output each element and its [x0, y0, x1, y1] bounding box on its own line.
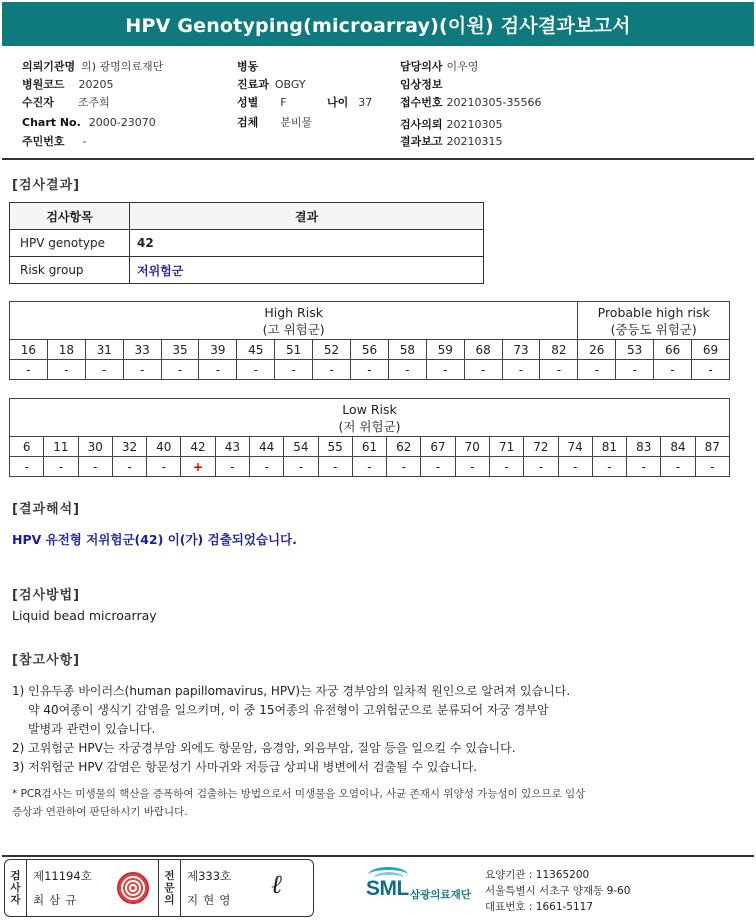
- note-line-1b: 약 40여종이 생식기 감염을 일으키며, 이 중 15여종의 유전형이 고위험군으로 분류되어 자궁 경부암: [28, 703, 549, 717]
- genotype-result-cell: -: [464, 360, 502, 380]
- genotype-type-cell: 55: [318, 437, 352, 457]
- age-label: 나이: [327, 96, 349, 109]
- genotype-type-cell: 51: [275, 340, 313, 360]
- probable-high-risk-title: Probable high risk: [597, 304, 710, 320]
- department-label: 진료과: [237, 78, 269, 91]
- high-risk-result-row: [10, 360, 730, 380]
- resident-no-label: 주민번호: [22, 135, 65, 148]
- examiner-name: 최삼규: [33, 893, 82, 907]
- section-result-title: [검사결과]: [12, 178, 81, 193]
- department-value: OBGY: [274, 78, 306, 91]
- examiner-cell: [27, 860, 159, 916]
- genotype-result-cell: -: [47, 360, 85, 380]
- genotype-result-cell: -: [524, 457, 558, 477]
- low-risk-table: [9, 398, 730, 477]
- report-footer: [0, 855, 756, 923]
- note-line-3: 3) 저위험군 HPV 감염은 항문성기 사마귀와 저등급 상피내 병변에서 검출될 수 있습니다.: [12, 760, 478, 774]
- genotype-result-cell: -: [44, 457, 78, 477]
- genotype-type-cell: 83: [627, 437, 661, 457]
- genotype-result-cell: -: [318, 457, 352, 477]
- specialist-license-no: 제333호: [187, 869, 232, 883]
- genotype-type-cell: 70: [455, 437, 489, 457]
- result-table: [9, 202, 484, 284]
- recipient-field: [22, 94, 110, 110]
- logo-text: SML: [366, 877, 409, 900]
- specialist-label: 전 문 의: [159, 860, 181, 916]
- request-date-field: [400, 116, 503, 132]
- genotype-result-cell: -: [161, 360, 199, 380]
- genotype-result-cell: -: [147, 457, 181, 477]
- genotype-result-cell: -: [249, 457, 283, 477]
- genotype-type-cell: 52: [313, 340, 351, 360]
- age-field: [327, 94, 372, 110]
- examiner-license-no: 제11194호: [33, 869, 92, 883]
- specialist-cell: [181, 860, 313, 916]
- genotype-result-cell: -: [85, 360, 123, 380]
- org-phone: 대표번호 : 1661-5117: [485, 901, 594, 913]
- genotype-type-cell: 62: [387, 437, 421, 457]
- genotype-type-cell: 56: [351, 340, 389, 360]
- genotype-type-cell: 26: [578, 340, 616, 360]
- specimen-field: [237, 114, 312, 130]
- genotype-type-cell: 11: [44, 437, 78, 457]
- recipient-label: 수진자: [22, 96, 54, 109]
- genotype-type-cell: 43: [215, 437, 249, 457]
- department-field: [237, 76, 306, 92]
- sex-value: F: [280, 96, 287, 109]
- resident-no-value: -: [82, 135, 87, 148]
- genotype-type-cell: 6: [10, 437, 44, 457]
- high-risk-header-row: [10, 302, 730, 340]
- hospital-code-field: [22, 76, 114, 92]
- result-value-risk-group: 저위험군: [130, 257, 484, 284]
- genotype-result-cell: -: [695, 457, 729, 477]
- genotype-result-cell: -: [426, 360, 464, 380]
- genotype-result-cell: -: [661, 457, 695, 477]
- accession-no-label: 접수번호: [400, 96, 443, 109]
- genotype-type-cell: 81: [592, 437, 626, 457]
- clinical-info-field: [400, 76, 449, 92]
- resident-no-field: [22, 133, 87, 149]
- accession-no-field: [400, 94, 541, 110]
- section-interpretation-title: [결과해석]: [12, 502, 81, 517]
- genotype-type-cell: 67: [421, 437, 455, 457]
- footnote-line-2: 증상과 연관하여 판단하시기 바랍니다.: [12, 806, 188, 818]
- genotype-result-cell: -: [215, 457, 249, 477]
- table-row: [10, 257, 484, 284]
- age-value: 37: [358, 96, 373, 109]
- sex-label: 성별: [237, 96, 259, 109]
- sml-logo: [366, 865, 481, 909]
- interpretation-text: HPV 유전형 저위험군(42) 이(가) 검출되었습니다.: [12, 532, 297, 547]
- notes-block: [12, 682, 742, 777]
- genotype-result-cell: -: [284, 457, 318, 477]
- genotype-type-cell: 84: [661, 437, 695, 457]
- genotype-type-cell: 58: [388, 340, 426, 360]
- doctor-field: [400, 58, 478, 74]
- section-notes-title: [참고사항]: [12, 653, 81, 668]
- result-value-genotype: 42: [130, 230, 484, 257]
- genotype-result-cell: -: [112, 457, 146, 477]
- genotype-type-cell: 44: [249, 437, 283, 457]
- genotype-result-cell: -: [237, 360, 275, 380]
- genotype-type-cell: 42: [181, 437, 215, 457]
- genotype-type-cell: 54: [284, 437, 318, 457]
- examiner-seal: [117, 872, 149, 904]
- org-address: 서울특별시 서초구 양재동 9-60: [485, 885, 631, 897]
- genotype-result-cell: -: [692, 360, 730, 380]
- doctor-label: 담당의사: [400, 60, 443, 73]
- genotype-type-cell: 82: [540, 340, 578, 360]
- genotype-type-cell: 71: [489, 437, 523, 457]
- note-line-2: 2) 고위험군 HPV는 자궁경부암 외에도 항문암, 음경암, 외음부암, 질암 등을 일으킬 수 있습니다.: [12, 741, 516, 755]
- genotype-type-cell: 72: [524, 437, 558, 457]
- genotype-result-cell: -: [558, 457, 592, 477]
- low-risk-group-header: [10, 399, 730, 437]
- specimen-value: 분비물: [280, 116, 313, 129]
- genotype-type-cell: 30: [78, 437, 112, 457]
- probable-high-risk-subtitle: (중등도 위험군): [610, 321, 697, 337]
- genotype-type-cell: 16: [10, 340, 48, 360]
- result-item-risk-group: Risk group: [10, 257, 130, 284]
- report-date-field: [400, 133, 503, 149]
- result-item-genotype: HPV genotype: [10, 230, 130, 257]
- genotype-result-cell: -: [388, 360, 426, 380]
- genotype-result-cell: -: [578, 360, 616, 380]
- ward-label: 병동: [237, 60, 259, 73]
- doctor-value: 이우영: [446, 60, 479, 73]
- note-line-1c: 발병과 관련이 있습니다.: [28, 722, 156, 736]
- report-date-label: 결과보고: [400, 135, 443, 148]
- genotype-result-cell: -: [540, 360, 578, 380]
- ward-field: [237, 58, 264, 74]
- genotype-type-cell: 68: [464, 340, 502, 360]
- genotype-result-cell: -: [351, 360, 389, 380]
- genotype-result-cell: -: [616, 360, 654, 380]
- genotype-type-cell: 31: [85, 340, 123, 360]
- genotype-result-cell: +: [181, 457, 215, 477]
- low-risk-subtitle: (저 위험군): [338, 418, 401, 434]
- genotype-result-cell: -: [455, 457, 489, 477]
- high-risk-group-header: [10, 302, 578, 340]
- genotype-result-cell: -: [489, 457, 523, 477]
- logo-org-name: 삼광의료재단: [410, 889, 471, 901]
- hospital-code-label: 병원코드: [22, 78, 65, 91]
- org-info: [485, 867, 630, 915]
- method-text: Liquid bead microarray: [12, 608, 157, 623]
- genotype-type-cell: 35: [161, 340, 199, 360]
- genotype-type-cell: 59: [426, 340, 464, 360]
- genotype-type-cell: 39: [199, 340, 237, 360]
- genotype-type-cell: 61: [352, 437, 386, 457]
- note-line-1: 1) 인유두종 바이러스(human papillomavirus, HPV)는 자궁 경부암의 일차적 원인으로 알려져 있습니다.: [12, 684, 571, 698]
- genotype-result-cell: -: [627, 457, 661, 477]
- genotype-result-cell: -: [123, 360, 161, 380]
- institution-field: [22, 58, 163, 74]
- genotype-result-cell: -: [387, 457, 421, 477]
- report-date-value: 20210315: [446, 135, 503, 148]
- specimen-label: 검체: [237, 116, 259, 129]
- genotype-type-cell: 66: [654, 340, 692, 360]
- probable-high-risk-group-header: [578, 302, 730, 340]
- genotype-result-cell: -: [421, 457, 455, 477]
- report-title: HPV Genotyping(microarray)(이원) 검사결과보고서: [2, 2, 754, 46]
- sex-field: [237, 94, 287, 110]
- high-risk-subtitle: (고 위험군): [262, 321, 325, 337]
- chart-no-label: Chart No.: [22, 116, 81, 129]
- section-method-title: [검사방법]: [12, 588, 81, 603]
- genotype-result-cell: -: [275, 360, 313, 380]
- low-risk-type-row: [10, 437, 730, 457]
- genotype-type-cell: 40: [147, 437, 181, 457]
- genotype-type-cell: 87: [695, 437, 729, 457]
- table-row: [10, 230, 484, 257]
- chart-no-value: 2000-23070: [88, 116, 156, 129]
- genotype-result-cell: -: [10, 457, 44, 477]
- chart-no-field: [22, 116, 156, 129]
- specialist-signature: ℓ: [271, 870, 282, 900]
- institution-label: 의뢰기관명: [22, 60, 76, 73]
- genotype-result-cell: -: [10, 360, 48, 380]
- genotype-type-cell: 45: [237, 340, 275, 360]
- genotype-type-cell: 73: [502, 340, 540, 360]
- result-table-header: [10, 203, 484, 230]
- genotype-type-cell: 69: [692, 340, 730, 360]
- examiner-label: 검 사 자: [5, 860, 27, 916]
- genotype-type-cell: 74: [558, 437, 592, 457]
- low-risk-result-row: [10, 457, 730, 477]
- institution-value: 의) 광명의료재단: [81, 60, 164, 73]
- genotype-result-cell: -: [78, 457, 112, 477]
- genotype-type-cell: 33: [123, 340, 161, 360]
- genotype-type-cell: 18: [47, 340, 85, 360]
- header-divider: [2, 158, 754, 160]
- high-risk-title: High Risk: [264, 304, 323, 320]
- accession-no-value: 20210305-35566: [446, 96, 542, 109]
- genotype-result-cell: -: [313, 360, 351, 380]
- org-code: 요양기관 : 11365200: [485, 869, 590, 881]
- genotype-type-cell: 53: [616, 340, 654, 360]
- genotype-result-cell: -: [502, 360, 540, 380]
- footnote-line-1: * PCR검사는 미생물의 핵산을 증폭하여 검출하는 방법으로서 미생물을 오염이나, 사균 존재시 위양성 가능성이 있으므로 임상: [12, 788, 586, 800]
- hospital-code-value: 20205: [78, 78, 114, 91]
- clinical-info-label: 임상정보: [400, 78, 443, 91]
- signature-box: [4, 859, 314, 917]
- high-risk-table: [9, 301, 730, 380]
- low-risk-title: Low Risk: [342, 401, 397, 417]
- genotype-result-cell: -: [654, 360, 692, 380]
- genotype-result-cell: -: [352, 457, 386, 477]
- genotype-result-cell: -: [592, 457, 626, 477]
- recipient-value: 조주희: [77, 96, 110, 109]
- result-header-value: 결과: [130, 203, 484, 230]
- specialist-name: 지현영: [187, 893, 236, 907]
- result-header-item: 검사항목: [10, 203, 130, 230]
- low-risk-header-row: [10, 399, 730, 437]
- genotype-type-cell: 32: [112, 437, 146, 457]
- request-date-value: 20210305: [446, 118, 503, 131]
- request-date-label: 검사의뢰: [400, 118, 443, 131]
- patient-info-block: [0, 56, 756, 156]
- footnote-block: [12, 785, 742, 821]
- high-risk-type-row: [10, 340, 730, 360]
- genotype-result-cell: -: [199, 360, 237, 380]
